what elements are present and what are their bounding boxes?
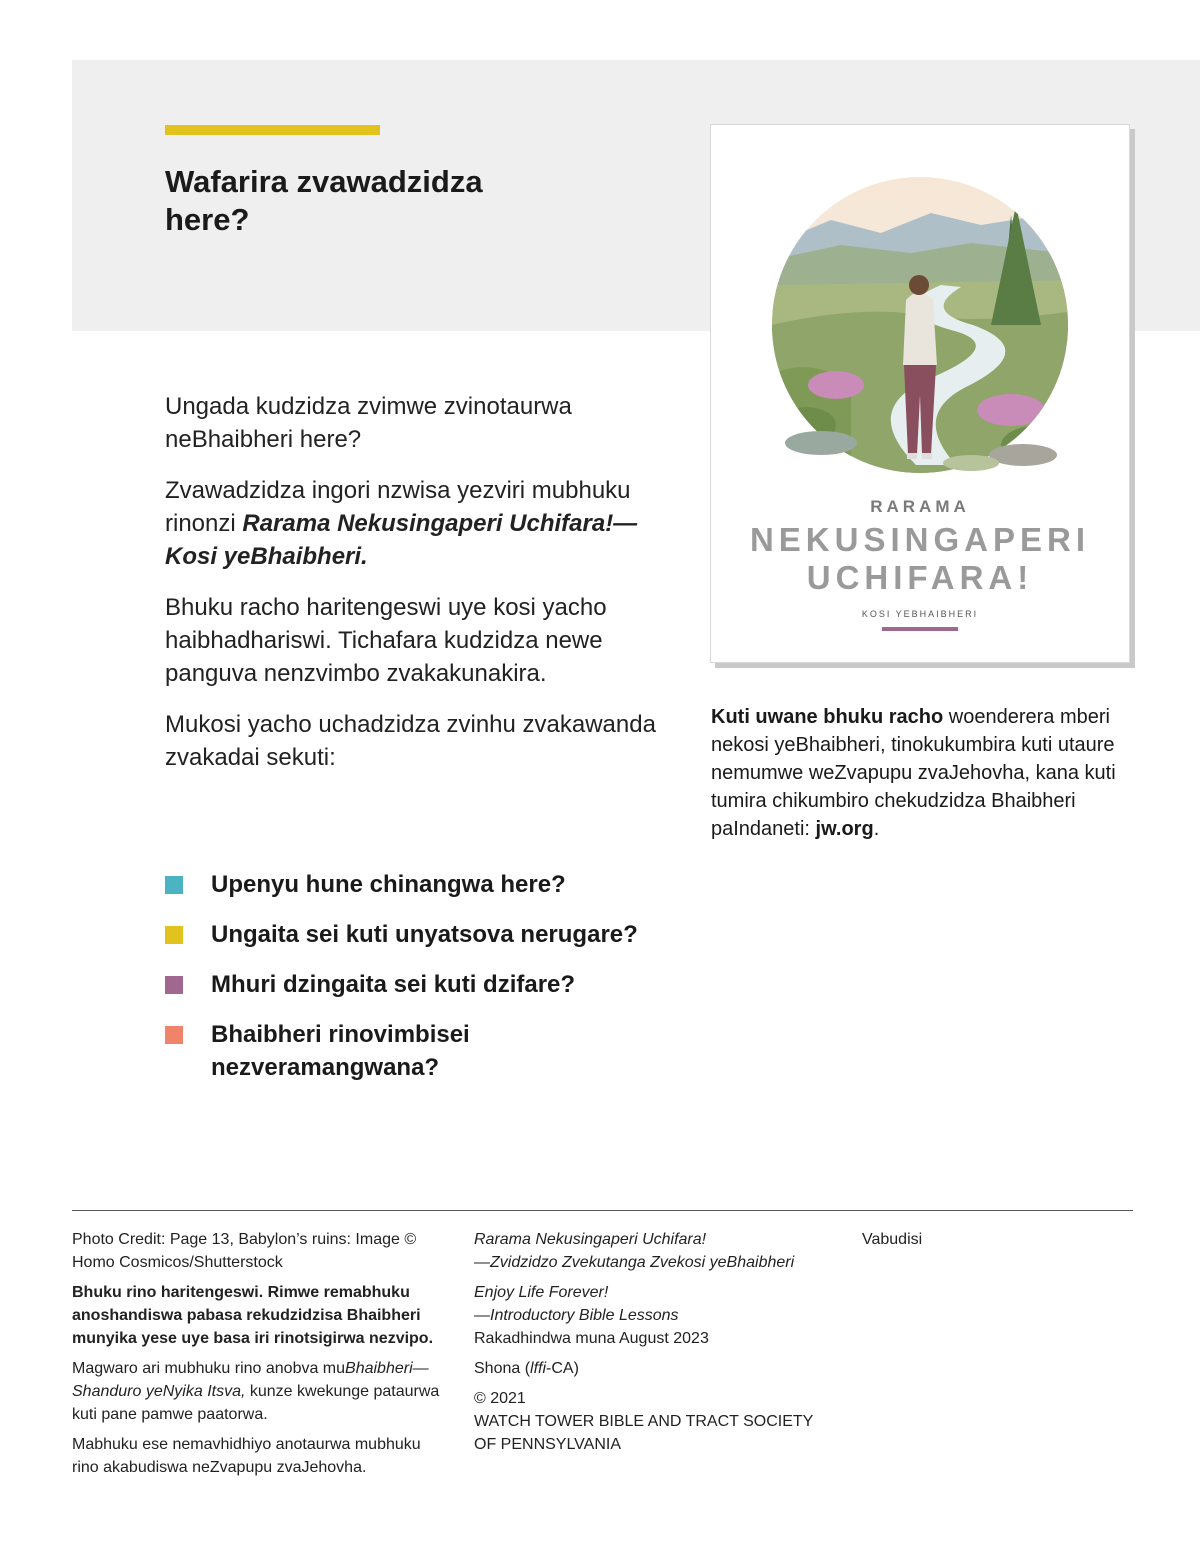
intro-paragraph-2: Zvawadzidza ingori nzwisa yezviri mubhuku rinonzi Rarama Nekusingaperi Uchifara!—Kosi yeBhaibheri.	[165, 477, 638, 570]
photo-credit: Photo Credit: Page 13, Babylon’s ruins: Image © Homo Cosmicos/Shutterstock	[72, 1231, 417, 1271]
topic-item: Bhaibheri rinovimbisei nezveramangwana?	[165, 1018, 665, 1084]
print-date: Rakadhindwa muna August 2023	[474, 1330, 709, 1347]
publisher-note: Mabhuku ese nemavhidhiyo anotaurwa mubhuku rino akabudiswa neZvapupu zvaJehovha.	[72, 1436, 421, 1476]
cover-subtitle: KOSI YEBHAIBHERI	[861, 609, 979, 619]
accent-bar	[165, 125, 380, 135]
footer-column-credits	[72, 1228, 447, 1486]
footer-divider	[72, 1210, 1133, 1211]
book-title-reference: Rarama Nekusingaperi Uchifara!—Kosi yeBhaibheri.	[165, 510, 638, 570]
cover-title-line-1: NEKUSINGAPERI	[749, 521, 1091, 558]
book-cover	[710, 124, 1130, 663]
topic-item: Mhuri dzingaita sei kuti dzifare?	[165, 968, 665, 1001]
footer-column-publisher	[862, 1228, 1122, 1258]
topic-bullet-square-icon	[165, 976, 183, 994]
cover-accent-line	[882, 627, 958, 631]
footer-column-edition	[474, 1228, 834, 1463]
language-code: Shona (lffi-CA)	[474, 1360, 579, 1377]
cover-small-title: RARAMA	[870, 497, 970, 516]
topic-bullet-square-icon	[165, 926, 183, 944]
cover-title-line-2: UCHIFARA!	[806, 559, 1034, 596]
scripture-note: Magwaro ari mubhuku rino anobva muBhaibheri—Shanduro yeNyika Itsva, kunze kwekunge pataurwa kuti pane pamwe paatorwa.	[72, 1360, 440, 1423]
topic-item: Ungaita sei kuti unyatsova nerugare?	[165, 918, 665, 951]
publisher-label: Vabudisi	[862, 1231, 923, 1248]
headline-line-1: Wafarira zvawadzidza	[165, 164, 483, 199]
topic-bullet-square-icon	[165, 1026, 183, 1044]
english-title: Enjoy Life Forever! —Introductory Bible Lessons Rakadhindwa muna August 2023	[474, 1284, 709, 1347]
shona-title: Rarama Nekusingaperi Uchifara! —Zvidzidzo Zvekutanga Zvekosi yeBhaibheri	[474, 1231, 795, 1271]
call-to-action: Kuti uwane bhuku racho woenderera mberi nekosi yeBhaibheri, tinokukumbira kuti utaure nemumwe weZvapupu zvaJehovha, kana kuti tumira chikumbiro chekudzidza Bhaibheri paIndaneti: jw.org.	[711, 706, 1116, 840]
cta-bold: Kuti uwane bhuku racho	[711, 706, 944, 728]
topic-list	[165, 868, 665, 1101]
intro-paragraph-3: Bhuku racho haritengeswi uye kosi yacho haibhadhariswi. Tichafara kudzidza newe panguva nenzvimbo zvakakunakira.	[165, 594, 607, 687]
topic-item: Upenyu hune chinangwa here?	[165, 868, 665, 901]
headline-line-2: here?	[165, 202, 250, 237]
topic-bullet-square-icon	[165, 876, 183, 894]
not-for-sale-notice: Bhuku rino haritengeswi. Rimwe remabhuku anoshandiswa pabasa rekudzidzisa Bhaibheri munyika yese uye basa iri rinotsigirwa nezvipo.	[72, 1284, 434, 1347]
intro-text	[165, 390, 675, 792]
intro-paragraph-1: Ungada kudzidza zvimwe zvinotaurwa neBhaibheri here?	[165, 393, 572, 453]
intro-paragraph-4: Mukosi yacho uchadzidza zvinhu zvakawanda zvakadai sekuti:	[165, 711, 656, 771]
jw-org-link[interactable]: jw.org	[815, 818, 874, 840]
copyright: © 2021 WATCH TOWER BIBLE AND TRACT SOCIETY OF PENNSYLVANIA	[474, 1390, 814, 1453]
headline	[165, 163, 585, 239]
